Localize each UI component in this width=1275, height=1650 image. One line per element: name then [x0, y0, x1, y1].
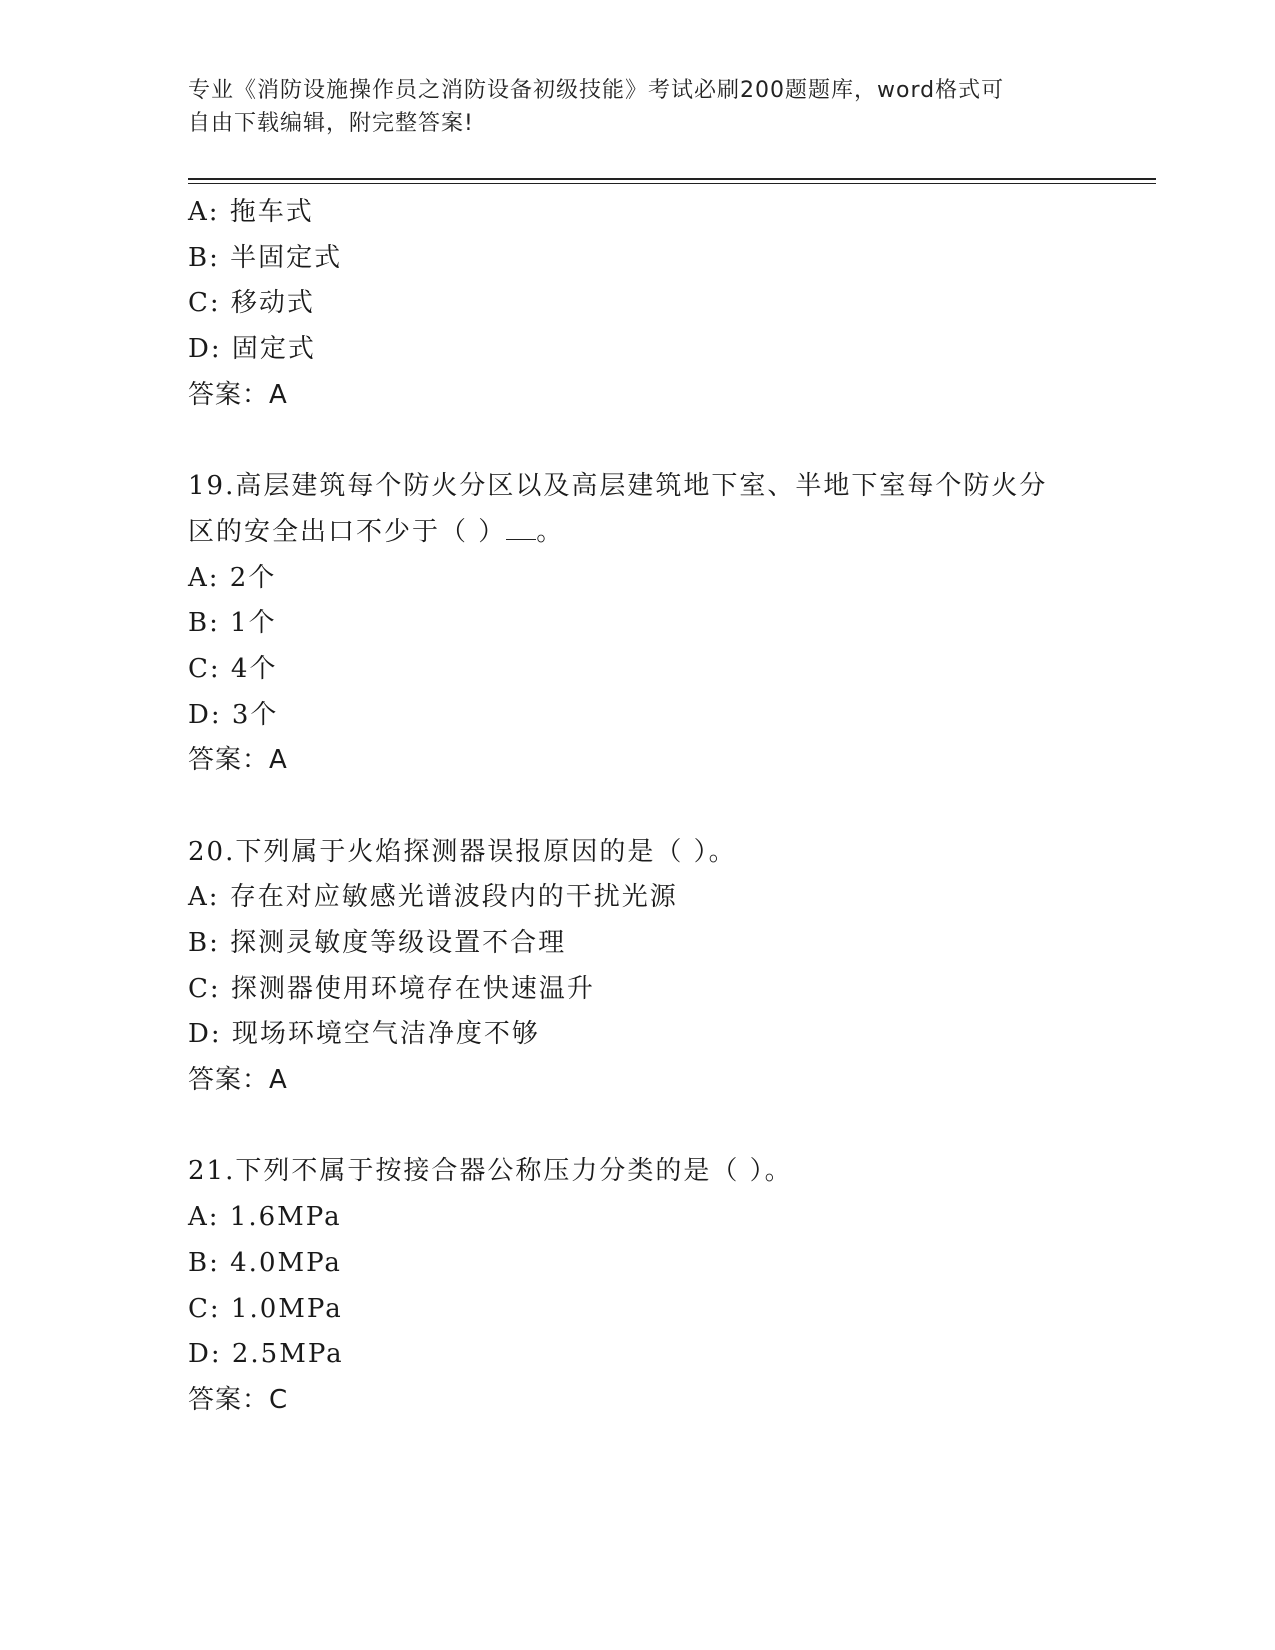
- q19-option-d: D: 3个: [188, 699, 279, 730]
- question-list: [188, 190, 1088, 1424]
- q20-stem: 20.下列属于火焰探测器误报原因的是（ ）。: [188, 836, 737, 867]
- q20-answer: 答案：A: [188, 1065, 288, 1096]
- q19-stem-line-1: 19.高层建筑每个防火分区以及高层建筑地下室、半地下室每个防火分: [188, 471, 1048, 502]
- q19-stem-line-2-text: 区的安全出口不少于（ ）: [188, 516, 507, 547]
- question-18-block: [188, 190, 1088, 418]
- question-21-block: [188, 1149, 1088, 1423]
- q19-stem-line-2-tail: 。: [536, 516, 565, 547]
- q20-option-c: C: 探测器使用环境存在快速温升: [188, 973, 595, 1004]
- q18-option-a: A: 拖车式: [188, 197, 314, 227]
- question-19-block: [188, 464, 1088, 784]
- q19-option-a: A: 2个: [188, 562, 277, 593]
- spacer: [188, 418, 1088, 464]
- q18-option-d: D: 固定式: [188, 334, 316, 365]
- q19-answer: 答案：A: [188, 745, 288, 776]
- q21-option-d: D: 2.5MPa: [188, 1339, 344, 1370]
- document-header: [188, 74, 1088, 140]
- q19-option-b: B: 1个: [188, 608, 277, 639]
- q20-option-a: A: 存在对应敏感光谱波段内的干扰光源: [188, 882, 678, 913]
- header-divider-thick: [188, 178, 1156, 180]
- q19-option-c: C: 4个: [188, 653, 278, 684]
- spacer: [188, 1104, 1088, 1150]
- q20-option-d: D: 现场环境空气洁净度不够: [188, 1019, 540, 1050]
- q21-answer: 答案：C: [188, 1384, 289, 1415]
- header-line-2: 自由下载编辑，附完整答案!: [188, 111, 474, 136]
- q21-option-b: B: 4.0MPa: [188, 1247, 342, 1278]
- q21-stem: 21.下列不属于按接合器公称压力分类的是（ ）。: [188, 1156, 793, 1187]
- q21-option-a: A: 1.6MPa: [188, 1202, 342, 1233]
- q21-option-c: C: 1.0MPa: [188, 1293, 343, 1324]
- q18-option-b: B: 半固定式: [188, 242, 343, 273]
- q19-stem-line-2: [188, 510, 1088, 556]
- answer-blank: [506, 513, 536, 540]
- header-divider-thin: [188, 183, 1156, 184]
- q18-option-c: C: 移动式: [188, 288, 315, 319]
- q18-answer: 答案：A: [188, 379, 288, 410]
- question-20-block: [188, 830, 1088, 1104]
- spacer: [188, 784, 1088, 830]
- q20-option-b: B: 探测灵敏度等级设置不合理: [188, 928, 567, 958]
- header-line-1: 专业《消防设施操作员之消防设备初级技能》考试必刷200题题库，word格式可: [188, 78, 1005, 103]
